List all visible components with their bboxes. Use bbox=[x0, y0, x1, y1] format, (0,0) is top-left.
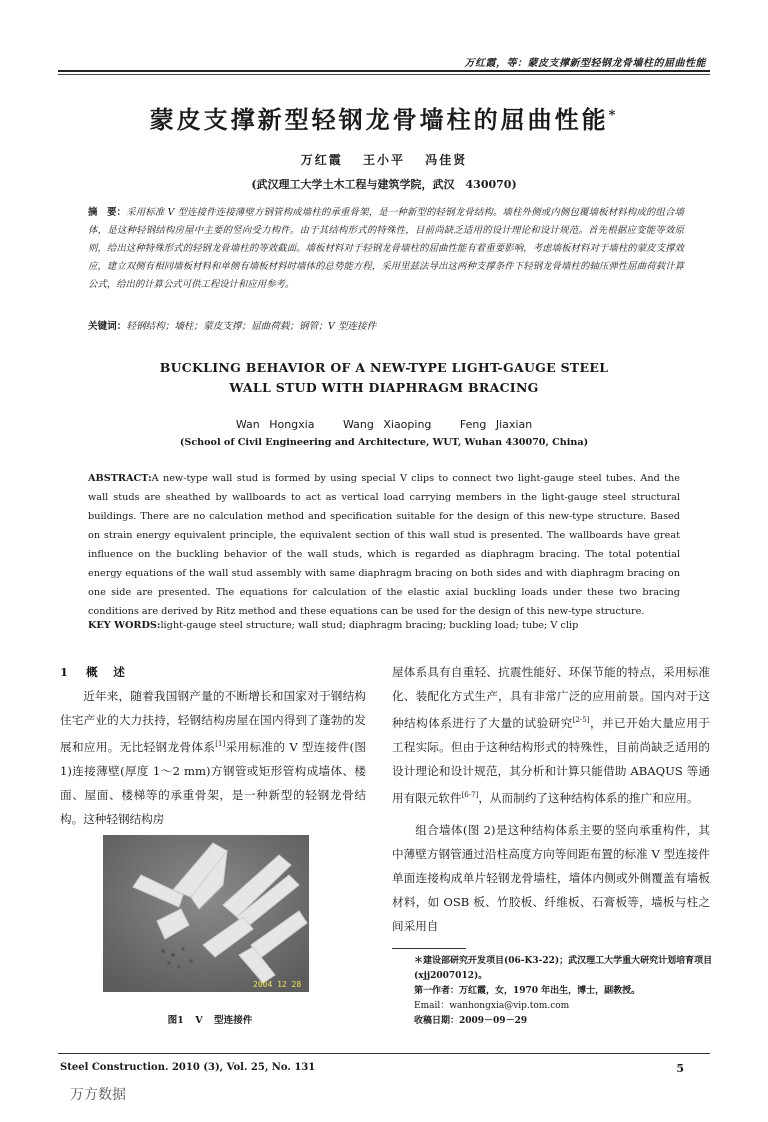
footnotes bbox=[414, 954, 714, 1029]
keywords-en-text: light-gauge steel structure; wall stud; diaphragm bracing; buckling load; tube; V clip bbox=[160, 620, 579, 631]
footnote-rule bbox=[392, 948, 466, 949]
running-header: 万红霞，等：蒙皮支撑新型轻钢龙骨墙柱的屈曲性能 bbox=[464, 58, 706, 69]
abstract-cn-label: 摘 要： bbox=[88, 207, 127, 218]
body-text: ，并已开始大量应用于工程实际。但由于这种结构形式的特殊性，目前尚缺乏适用的设计理论和设计规范，其分析和计算只能借助 ABAQUS 等通用有限元软件 bbox=[392, 715, 710, 805]
watermark: 万方数据 bbox=[70, 1087, 126, 1103]
citation-ref: [1] bbox=[215, 740, 226, 748]
citation-ref: [2-5] bbox=[572, 716, 590, 724]
paper-title-cn bbox=[0, 100, 768, 135]
abstract-en-text: A new-type wall stud is formed by using special V clips to connect two light-gauge steel tubes. And the wall studs are sheathed by wallboards to act as vertical load carrying members in the light-gauge steel structural buildings. There are no calculation method and specification suitable for the design of this new-type structure. Based on strain energy equivalent principle, the equivalent section of this wall stud is presented. The wallboards have great influence on the buckling behavior of the wall studs, which is regarded as diaphragm bracing. The total potential energy equations of the wall stud assembly with same diaphragm bracing on both sides and with diaphragm bracing on one side are presented. The equations for calculation of the elastic axial buckling loads under these two bracing conditions are derived by Ritz method and these equations can be used for the design of this new-type structure. bbox=[88, 473, 680, 617]
body-text: 组合墙体(图 2)是这种结构体系主要的竖向承重构件，其中薄壁方钢管通过沿柱高度方向等间距布置的标准 V 型连接件单面连接构成单片轻钢龙骨墙柱，墙体内侧或外侧覆盖有墙板材料，如 OSB 板、竹胶板、纤维板、石膏板等，墙板与柱之间采用自 bbox=[392, 822, 710, 933]
body-text: 采用标准的 V 型连接件(图 1)连接薄壁(厚度 1～2 mm)方钢管或矩形管构成墙体、楼面、屋面、楼梯等的承重骨架，是一种新型的轻钢龙骨结构。这种轻钢结构房 bbox=[60, 739, 366, 826]
author-en-1: Wan Hongxia bbox=[235, 418, 315, 431]
footnote-fund: ＊建设部研究开发项目(06-K3-22)；武汉理工大学重大研究计划培育项目(xjj2007012)。 bbox=[414, 956, 713, 981]
header-rule-thin bbox=[58, 74, 710, 75]
keywords-cn-text: 轻钢结构；墙柱；蒙皮支撑；屈曲荷载；钢管；V 型连接件 bbox=[126, 321, 377, 332]
photo-date-stamp: 2004 12 28 bbox=[253, 980, 302, 989]
title-en-line-1: BUCKLING BEHAVIOR OF A NEW-TYPE LIGHT-GAUGE STEEL bbox=[159, 360, 609, 375]
author-2: 王小平 bbox=[362, 153, 405, 167]
author-en-2: Wang Xiaoping bbox=[342, 418, 432, 431]
figure-1-photo bbox=[103, 835, 309, 992]
footer-journal: Steel Construction. 2010 (3), Vol. 25, No. 131 bbox=[60, 1062, 316, 1073]
paper-title-en bbox=[0, 358, 768, 398]
author-1: 万红霞 bbox=[300, 153, 343, 167]
abstract-en-label: ABSTRACT: bbox=[88, 473, 152, 484]
keywords-en-label: KEY WORDS: bbox=[88, 620, 161, 631]
v-clip-photo-illustration bbox=[103, 835, 309, 992]
footnote-author: 第一作者：万红霞，女，1970 年出生，博士，副教授。 bbox=[414, 986, 641, 996]
body-paragraph bbox=[392, 818, 710, 938]
title-en-line-2: WALL STUD WITH DIAPHRAGM BRACING bbox=[229, 380, 539, 395]
body-paragraph bbox=[392, 660, 710, 810]
keywords-cn-label: 关键词： bbox=[88, 321, 127, 332]
column-right bbox=[392, 660, 710, 938]
title-footnote-mark: * bbox=[608, 108, 619, 123]
affiliation-en: (School of Civil Engineering and Architecture, WUT, Wuhan 430070, China) bbox=[179, 437, 589, 448]
column-left bbox=[60, 660, 366, 831]
footnote-email: Email：wanhongxia@vip.tom.com bbox=[414, 1001, 570, 1011]
abstract-cn bbox=[88, 204, 684, 294]
caption-number: 图1 bbox=[167, 1015, 184, 1026]
authors-en bbox=[0, 418, 768, 431]
section-heading bbox=[60, 660, 366, 684]
body-paragraph bbox=[60, 684, 366, 831]
keywords-en bbox=[88, 620, 680, 631]
footnote-received: 收稿日期：2009－09－29 bbox=[414, 1016, 528, 1026]
title-text: 蒙皮支撑新型轻钢龙骨墙柱的屈曲性能 bbox=[149, 105, 609, 134]
abstract-cn-text: 采用标准 V 型连接件连接薄壁方钢管构成墙柱的承重骨架，是一种新型的轻钢龙骨结构。墙柱外侧或内侧包覆墙板材料构成的组合墙体，是这种轻钢结构房屋中主要的竖向受力构件。由于其结构形式的特殊性，目前尚缺乏适用的设计理论和设计规范。首先根据应变能等效原则，给出这种特殊形式的轻钢龙骨墙柱的等效截面。墙板材料对于轻钢龙骨墙柱的屈曲性能有着重要影响，考虑墙板材料对于墙柱的蒙皮支撑效应，建立双侧有相同墙板材料和单侧有墙板材料时墙体的总势能方程，采用里兹法导出这两种支撑条件下轻钢龙骨墙柱的轴压弹性屈曲荷载计算公式，给出的计算公式可供工程设计和应用参考。 bbox=[88, 207, 684, 290]
body-text: ，从而制约了这种结构体系的推广和应用。 bbox=[478, 790, 699, 805]
body-text: 屋体系具有自重轻、抗震性能好、环保节能的特点，采用标准化、装配化方式生产，具有非常广泛的应用前景。国内对于这种结构体系进行了大量的试验研究 bbox=[392, 665, 710, 730]
affiliation-cn: (武汉理工大学土木工程与建筑学院，武汉 430070) bbox=[251, 178, 517, 191]
keywords-cn bbox=[88, 318, 684, 332]
page-number: 5 bbox=[676, 1062, 684, 1075]
figure-1-caption bbox=[0, 1012, 420, 1026]
citation-ref: [6-7] bbox=[461, 790, 479, 799]
abstract-en bbox=[88, 469, 680, 621]
caption-text: V 型连接件 bbox=[195, 1015, 253, 1026]
footer-rule bbox=[58, 1053, 710, 1054]
authors-cn bbox=[0, 151, 768, 168]
author-en-3: Feng Jiaxian bbox=[459, 418, 533, 431]
body-text: 近年来，随着我国钢产量的不断增长和国家对于钢结构住宅产业的大力扶持，轻钢结构房屋在国内得到了蓬勃的发展和应用。无比轻钢龙骨体系 bbox=[60, 689, 366, 754]
section-number: 1 bbox=[60, 665, 71, 679]
section-title: 概 述 bbox=[86, 665, 127, 679]
header-rule bbox=[58, 70, 710, 72]
author-3: 冯佳贤 bbox=[425, 153, 468, 167]
